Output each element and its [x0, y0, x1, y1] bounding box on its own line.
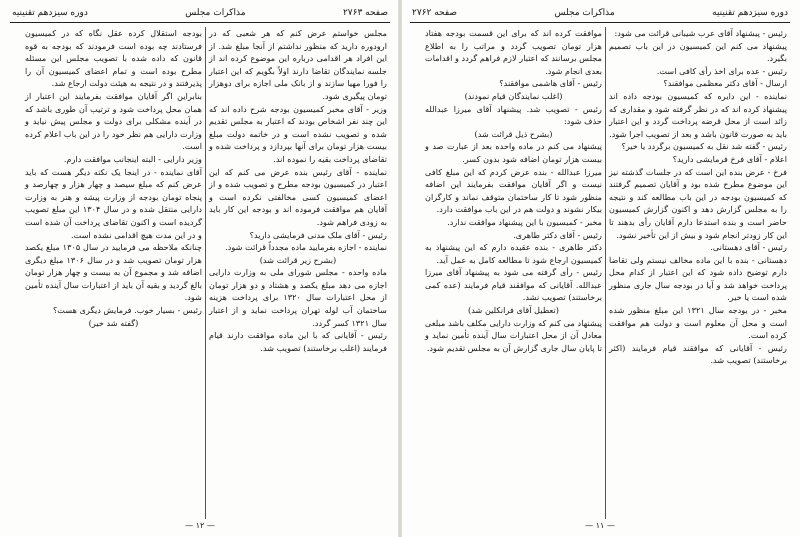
- right-page: [400, 0, 800, 537]
- paragraph: (بشرح زیر قرائت شد): [259, 254, 337, 265]
- paragraph: موافقت کرده اند که برای این قسمت بودجه هفتاد هزار تومان تصویب گردد و مراتب را به اطلاع مجلس برسانند که اعتبار لازم فراهم گردد و اقدامات بعدی انجام شود.: [425, 28, 602, 76]
- paragraph: مجلس خواستم عرض کنم که هر شعبی که در ارودوره دارید که منظور نداشتم از آنجا مبلغ شد. از این افراد هر اقدامی درباره این موضوع کرده اند از جلسه نمایندگان تقاضا دارند اولاً بگویم که این اعتبار را فورا مهیا سازند و از بانک ملی اجازه برای دوهزار تومان پیگیری شود.: [209, 28, 387, 101]
- paragraph: وزیر دارایی - البته اینجانب موافقت دارم.: [63, 153, 202, 164]
- session-label: دوره سیزدهم تقنینیه: [12, 8, 88, 18]
- page-number-label: صفحه ۲۷۶۲: [412, 8, 458, 18]
- paragraph: ماده واحده - مجلس شورای ملی به وزارت دارایی اجازه می دهد مبلغ یکصد و هشتاد و دو هزار تومان از محل اعتبارات سال ۱۳۲۰ برای پرداخت هزینه ساختمان آب لوله تهران پرداخت نماید و از اعتبار سال ۱۳۲۱ کسر گردد.: [209, 267, 387, 328]
- paragraph: نماینده - اجازه بفرمایید ماده مجدداً قرائت شود.: [225, 242, 387, 253]
- text-column-right: [206, 27, 390, 519]
- page-footer: — ۱۲ —: [185, 521, 215, 530]
- right-page-header: [410, 6, 790, 23]
- paragraph: (تعطیل آقای فرانکلین شد): [468, 305, 559, 316]
- paragraph: بنابراین اگر آقایان موافقت بفرمایند این اعتبار از همان محل پرداخت شود و ترتیب آن طوری باشد که در آینده مشکلی برای دولت و مجلس پیش نیاید و وزارت دارایی هم نظر خود را در این باب اعلام کرده است.: [25, 90, 202, 152]
- paragraph: رئیس - آقای هاشمی موافقند؟: [499, 78, 602, 89]
- text-column-left: [422, 27, 606, 519]
- paragraph: مخبر - در بودجه سال ۱۳۲۱ این مبلغ منظور شده است و محل آن معلوم است و دولت هم موافقت کرده است.: [609, 305, 788, 341]
- paragraph: دهستانی - بنده با این ماده مخالف نیستم ولی تقاضا دارم توضیح داده شود که این اعتبار از کدام محل پرداخت خواهد شد و آیا در بودجه سال جاری منظور شده است یا خیر.: [609, 254, 787, 303]
- left-page-header: [10, 6, 390, 23]
- paragraph: نماینده - این دایره که کمیسیون بودجه داده اند پیشنهاد کرده اند که در نظر گرفته شود و مقداری که زائد است از محل قرضه پرداخت گردد و این اعتبار باید به صورت قانون باشد و بعد از تصویب اجرا شود.: [609, 90, 787, 139]
- paragraph: رئیس - گفته شد نقل به کمیسیون برگردد یا خیر؟: [621, 141, 787, 152]
- paragraph: پیشنهاد می کنم که وزارت دارایی مکلف باشد مبلغی معادل آن از محل اعتبارات سال آینده تأمین نماید و تا پایان سال جاری گزارش آن به مجلس تقدیم شود.: [425, 317, 602, 353]
- paragraph: (گفته شد خیر): [88, 317, 139, 328]
- paragraph: مخبر - کمیسیون با این پیشنهاد موافقت ندارد.: [447, 216, 602, 227]
- paragraph: رئیس - بسیار خوب. فرمایش دیگری هست؟: [52, 305, 202, 316]
- left-page-body: [10, 27, 390, 519]
- paragraph: رئیس - عده برای اخذ رأی کافی است.: [656, 65, 787, 76]
- paragraph: رئیس - آقایانی که موافقند قیام فرمایند (اکثر برخاستند) تصویب شد.: [609, 342, 787, 366]
- page-number-label: صفحه ۲۷۶۳: [342, 8, 388, 18]
- paragraph: رئیس - آقای ملک مدنی فرمایشی دارید؟: [249, 229, 387, 240]
- running-title: مذاکرات مجلس: [185, 8, 246, 18]
- page-footer: — ۱۱ —: [585, 521, 615, 530]
- running-title: مذاکرات مجلس: [554, 8, 615, 18]
- paragraph: (بشرح ذیل قرائت شد): [474, 128, 553, 139]
- paragraph: وزیر - آقای مخبر کمیسیون بودجه شرح داده اند که این چند نفر اشخاص بودند که اعتبار به مجلس تقدیم شده و تصویب نشده است و در خاتمه دولت مبلغ بیست هزار تومان برای آنها بپردازد و پرداخت شده و تقاضای پرداخت بقیه را نموده اند.: [209, 103, 387, 164]
- paragraph: رئیس - پیشنهاد آقای عرب شیبانی قرائت می شود:: [614, 28, 787, 38]
- paragraph: چنانکه ملاحظه می فرمایید در سال ۱۳۰۵ مبلغ یکصد هزار تومان تصویب شد و در سال ۱۳۰۶ مبلغ دیگری اضافه شد و مجموع آن به بیست و چهار هزار تومان بالغ گردید و بقیه آن باید از اعتبارات سال آینده تأمین شود.: [25, 242, 203, 303]
- paragraph: اعلام - آقای فرخ فرمایشی دارید؟: [672, 153, 787, 164]
- paragraph: رئیس - آقایانی که با این ماده موافقت دارند قیام فرمایند (اغلب برخاستند) تصویب شد.: [209, 330, 387, 353]
- paragraph: دکتر طاهری - بنده عقیده دارم که این پیشنهاد به کمیسیون ارجاع شود تا مطالعه کامل به عمل آید.: [425, 242, 602, 265]
- paragraph: نماینده - آقای رئیس بنده عرض می کنم که این اعتبار در کمیسیون بودجه مطرح و تصویب شده و از اعضای کمیسیون کسی مخالفتی نکرده است و آقایان هم موافقت فرموده اند و بودجه این کار باید به زودی فراهم شود.: [209, 166, 387, 227]
- paragraph: میرزا عبدالله - بنده عرض کردم که این مبلغ کافی نیست و اگر آقایان موافقت بفرمایند این اضافه منظور شود تا کار ساختمان متوقف نماند و کارگران بیکار نشوند و دولت هم در این باب موافقت دارد.: [425, 166, 602, 215]
- paragraph: پیشنهاد می کنم این کمیسیون در این باب تصمیم بگیرد.: [609, 40, 787, 64]
- paragraph: آقای نماینده - در اینجا یک نکته دیگر هست که باید عرض کنم که مبلغ سیصد و چهار هزار و چهارصد و پنجاه تومان بودجه از وزارت پیشه و هنر به وزارت دارایی منتقل شده و در سال ۱۳۰۴ این مبلغ تصویب گردیده است و اکنون تقاضای پرداخت آن شده است و در این مدت هیچ اقدامی نشده است.: [25, 166, 203, 240]
- paragraph: رئیس - تصویب شد. پیشنهاد آقای میرزا عبدالله حذف شود:: [425, 103, 602, 127]
- paragraph: فرخ - عرض بنده این است که در جلسات گذشته نیز این موضوع مطرح شده بود و آقایان تصمیم گرفتند که کمیسیون بودجه در این باب مطالعه کند و نتیجه را به مجلس گزارش دهد و اکنون گزارش کمیسیون حاضر است و بنده استدعا دارم آقایان رأی بدهند تا این کار زودتر انجام شود و بیش از این تأخیر نشود.: [609, 166, 787, 240]
- text-column-left: [22, 27, 206, 519]
- paragraph: رئیس - آقای دکتر طاهری.: [513, 229, 602, 240]
- paragraph: پیشنهاد می کنم در ماده واحده بعد از عبارت صد و بیست هزار تومان اضافه شود بدون کسر.: [425, 141, 602, 164]
- paragraph: رئیس - آقای دهستانی.: [710, 242, 787, 253]
- paragraph: رئیس - رأی گرفته می شود به پیشنهاد آقای میرزا عبدالله. آقایانی که موافقند قیام فرمایند (عده کمی برخاستند) تصویب نشد.: [425, 267, 602, 303]
- session-label: دوره سیزدهم تقنینیه: [712, 8, 788, 18]
- right-page-body: [410, 27, 790, 519]
- paragraph: بودجه استقلال کرده عقل نگاه که در کمیسیون فرستادند چه بوده است فرمودند که بودجه به قوه قانون که داده شده با تصویب مجلس این مسئله مطرح بوده است و تمام اعضای کمیسیون آن را پذیرفتند و در نتیجه به هیئت دولت ارجاع شد.: [25, 28, 202, 89]
- paragraph: (اغلب نمایندگان قیام نمودند): [464, 90, 563, 101]
- paragraph: ارسال - آقای دکتر معظمی موافقند؟: [663, 78, 787, 89]
- text-column-right: [606, 27, 790, 519]
